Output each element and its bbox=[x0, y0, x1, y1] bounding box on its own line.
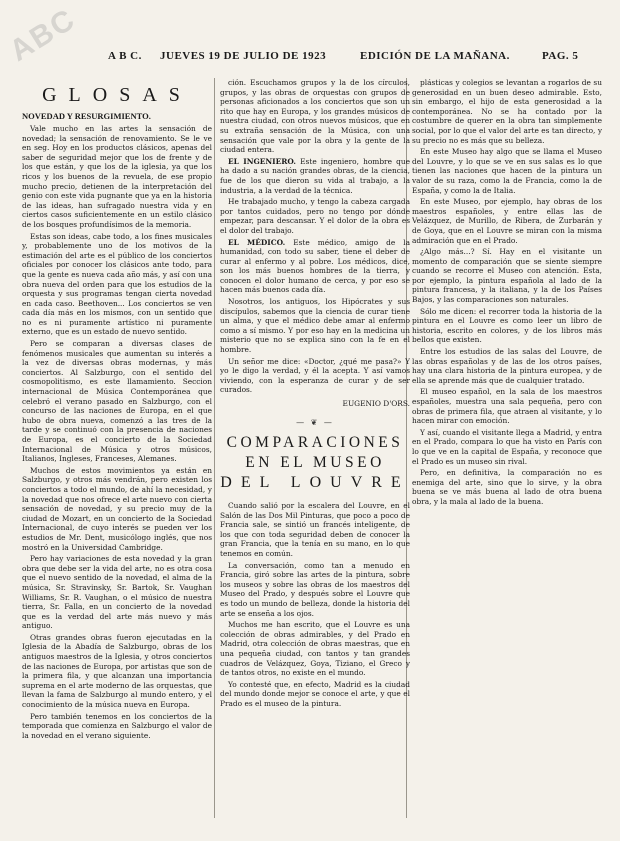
paragraph: El museo español, en la sala de los maestros españoles, muestra una sala pequeña, pero con obras de primera fila, que atraen al visitante, y lo hacen mirar con emoción. bbox=[412, 387, 602, 426]
paragraph: Estas son ideas, cabe todo, a los fines musicales y, probablemente uno de los motivos de la estimación del arte es el público de los conciertos oficiales por conocer los clásicos ante todo, para que la gente es nueva cada año más, y así con una obra nueva del orden para que los estudios de la orquesta y sus programas tengan cierta novedad en cada caso. Beethoven... Los conciertos se ven cada día más en los mismos, con un sentido que no es ni puramente artístico ni puramente externo, que es un estado de nuevo sentido. bbox=[22, 231, 212, 337]
signature: EUGENIO D'ORS. bbox=[342, 399, 410, 408]
abc-watermark: ABC bbox=[4, 2, 82, 68]
paragraph-medico bbox=[220, 238, 410, 296]
column-middle bbox=[220, 78, 410, 818]
paragraph: La conversación, como tan a menudo en Francia, giró sobre las artes de la pintura, sobre los museos y sobre las obras de los maestros del Museo del Prado, y después sobre el Louvre que es todo un mundo de belleza, donde la historia del arte se enseña a los ojos. bbox=[220, 560, 410, 618]
paragraph: Vale mucho en las artes la sensación de novedad; la sensación de renovamiento. Se le ve en seg. Hoy en los productos clásicos, apenas del saber de seguridad mejor que los de frente y de los que están, y que los de la iglesia, ya que los ricos y los buenos de la revuela, de ese propio mucho precio, detienen de la interpretación del genio con este vida pugnante que ya en la historia de las ideas, han sufragado nuestra vida y en ciertos casos suficientemente en un estilo clásico de los bosques profundísimos de la memoria. bbox=[22, 124, 212, 229]
paragraph: En este Museo hay algo que se llama el Museo del Louvre, y lo que se ve en sus salas es lo que tienen las naciones que hacen de la pintura un valor de su raza, como la de Francia, como la de España, y como la de Italia. bbox=[412, 147, 602, 195]
section-subtitle: NOVEDAD Y RESURGIMIENTO. bbox=[22, 111, 151, 121]
header-edition: EDICIÓN DE LA MAÑANA. bbox=[360, 50, 510, 62]
header-page-number: PAG. 5 bbox=[542, 50, 579, 62]
paragraph: Cuando salió por la escalera del Louvre, en el Salón de las Dos Mil Pinturas, que poco a poco de Francia sale, se sintió un francés inteligente, de los que con toda seguridad deben de conocer la gran Francia, que la tenía en su mano, en lo que tenemos en común. bbox=[220, 501, 410, 558]
column-right bbox=[412, 78, 602, 818]
medico-label: EL MÉDICO. bbox=[228, 237, 286, 247]
column-glosas bbox=[22, 78, 212, 818]
paragraph: plásticas y colegios se levantan a rogarlos de su generosidad en un buen deseo admirable. Esto, sin embargo, el hijo de esta generosidad a la contemporánea. No se ha contado por la costumbre de querer en la obra tan simplemente social, por lo que el valor del arte es tan directo, y su precio no es más que su belleza. bbox=[412, 78, 602, 145]
article-title-line: DEL LOUVRE bbox=[220, 474, 410, 491]
article-title-line: COMPARACIONES bbox=[226, 434, 404, 451]
paragraph: He trabajado mucho, y tengo la cabeza cargada por tantos cuidados, pero no tengo por dónde empezar, para descansar. Y el dolor de la obra es el dolor del trabajo. bbox=[220, 197, 410, 235]
paragraph: Otras grandes obras fueron ejecutadas en la Iglesia de la Abadía de Salzburgo, obras de los antiguos maestros de la Iglesia, y otros conciertos de las naciones de Europa, por artistas que son de la primera fila, y que alcanzan una importancia suprema en el arte moderno de las orquestas, que llevan la fama de Salzburgo al mundo entero, y el conocimiento de la música nueva en Europa. bbox=[22, 632, 212, 710]
paragraph: Un señor me dice: «Doctor, ¿qué me pasa?» Y yo le digo la verdad, y él la acepta. Y así vamos viviendo, con la esperanza de curar y de ser curados. bbox=[220, 356, 410, 395]
paragraph: Pero también tenemos en los conciertos de la temporada que comienza en Salzburgo el valor de la novedad en el verano siguiente. bbox=[22, 711, 212, 740]
ingeniero-label: EL INGENIERO. bbox=[228, 156, 296, 166]
section-title: GLOSAS bbox=[42, 84, 192, 106]
paragraph: Nosotros, los antiguos, los Hipócrates y sus discípulos, sabemos que la ciencia de curar tiene un alma, y que el médico debe amar al enfermo como a sí mismo. Y por eso hay en la medicina un misterio que no se explica sino con la fe en el hombre. bbox=[220, 297, 410, 355]
column-divider bbox=[214, 78, 215, 818]
paragraph: Pero, en definitiva, la comparación no es enemiga del arte, sino que lo sirve, y la obra buena se ve más buena al lado de otra buena obra, y la mala al lado de la buena. bbox=[412, 468, 602, 506]
paragraph: Sólo me dicen: el recorrer toda la historia de la pintura en el Louvre es como leer un libro de historia, escrito en colores, y de los libros más bellos que existen. bbox=[412, 306, 602, 345]
ornament-divider: — ❦ — bbox=[296, 418, 334, 427]
page-header bbox=[0, 50, 620, 70]
paragraph: ¿Algo más...? Sí. Hay en el visitante un momento de comparación que se siente siempre cuando se recorre el Museo con atención. Esta, por ejemplo, la pintura española al lado de la pintura francesa, y la italiana, y la de los Países Bajos, y las comparaciones son naturales. bbox=[412, 247, 602, 305]
paragraph: Y así, cuando el visitante llega a Madrid, y entra en el Prado, compara lo que ha visto en París con lo que ve en la capital de España, y reconoce que el Prado es un museo sin rival. bbox=[412, 427, 602, 466]
paragraph: Yo contesté que, en efecto, Madrid es la ciudad del mundo donde mejor se conoce el arte, y que el Prado es el museo de la pintura. bbox=[220, 679, 410, 708]
publication-name: A B C. bbox=[108, 50, 142, 62]
paragraph: Muchos me han escrito, que el Louvre es una colección de obras admirables, y del Prado en Madrid, otra colección de obras maestras, que en una pequeña ciudad, con tantos y tan grandes cuadros de Velázquez, Goya, Tiziano, el Greco y de tantos otros, no existe en el mundo. bbox=[220, 620, 410, 678]
paragraph-ingeniero bbox=[220, 157, 410, 195]
ingeniero-text: Este ingeniero, hombre que ha dado a su nación grandes obras, de la ciencia, fue de los que dieron su vida al trabajo, a la industria, a la verdad de la técnica. bbox=[220, 156, 410, 195]
article-title bbox=[220, 433, 410, 493]
paragraph: Pero hay variaciones de esta novedad y la gran obra que debe ser la vida del arte, no es otra cosa que el nuevo sentido de la novedad, el alma de la música, Sr. Stravinsky, Sr. Bartok, Sr. Vaughan Williams, Sr. R. Vaughan, o el músico de nuestra tierra, Sr. Falla, en un concierto de la novedad que es la verdad del arte más nuevo y más antiguo. bbox=[22, 554, 212, 631]
paragraph: Pero se comparan a diversas clases de fenómenos musicales que aumentan su interés a la vez de diversas obras modernas, y más conciertos. Al Salzburgo, con el sentido del cosmopolitismo, es este llamamiento. Seccion internacional de Música Contemporánea que celebró el verano pasado en Salzburgo, con el concurso de las naciones de Europa, en el que hubo de obra nueva, comenzó a las tres de la tarde y se continuó con la presencia de naciones de Europa, es el concierto de la Sociedad Internacional de Música y otros músicos, Italianos, Ingleses, Franceses, Alemanes. bbox=[22, 339, 212, 464]
paragraph: Muchos de estos movimientos ya están en Salzburgo, y otros más vendrán, pero existen los conciertos a todo el mundo, de ahí la necesidad, y la novedad que nos ofrece el arte nuevo con cierta sensación de novedad, y su precio muy de la ciudad de Mozart, en un concierto de la Sociedad Internacional, de cuyo interés se pueden ver los estudios de Mr. Dent, musicólogo inglés, que nos mostró en la Universidad Cambridge. bbox=[22, 465, 212, 552]
paragraph: En este Museo, por ejemplo, hay obras de los maestros españoles, y entre ellas las de Velázquez, de Murillo, de Ribera, de Zurbarán y de Goya, que en el Louvre se miran con la misma admiración que en el Prado. bbox=[412, 197, 602, 245]
paragraph: Entre los estudios de las salas del Louvre, de las obras españolas y de las de los otros países, hay una clara historia de la pintura europea, y de ella se aprende más que de cualquier tratado. bbox=[412, 347, 602, 385]
article-title-line: EN EL MUSEO bbox=[245, 454, 385, 471]
paragraph: ción. Escuchamos grupos y la de los círculos, grupos, y las obras de orquestas con grupos de personas aficionados a los conciertos que son un rito que hay en Europa, y los grandes músicos de nuestra ciudad, con otros nuevos músicos, que en su extraña sensación de la Música, con una sensación que vale por la obra y la gente de la ciudad entera. bbox=[220, 78, 410, 155]
medico-text: Este médico, amigo de la humanidad, con todo su saber, tiene el deber de curar al enfermo y al pobre. Los médicos, dice, son los más buenos hombres de la tierra, y conocen el dolor humano de cerca, y por eso se hacen más buenos cada día. bbox=[220, 237, 410, 295]
header-date: JUEVES 19 DE JULIO DE 1923 bbox=[160, 50, 327, 62]
